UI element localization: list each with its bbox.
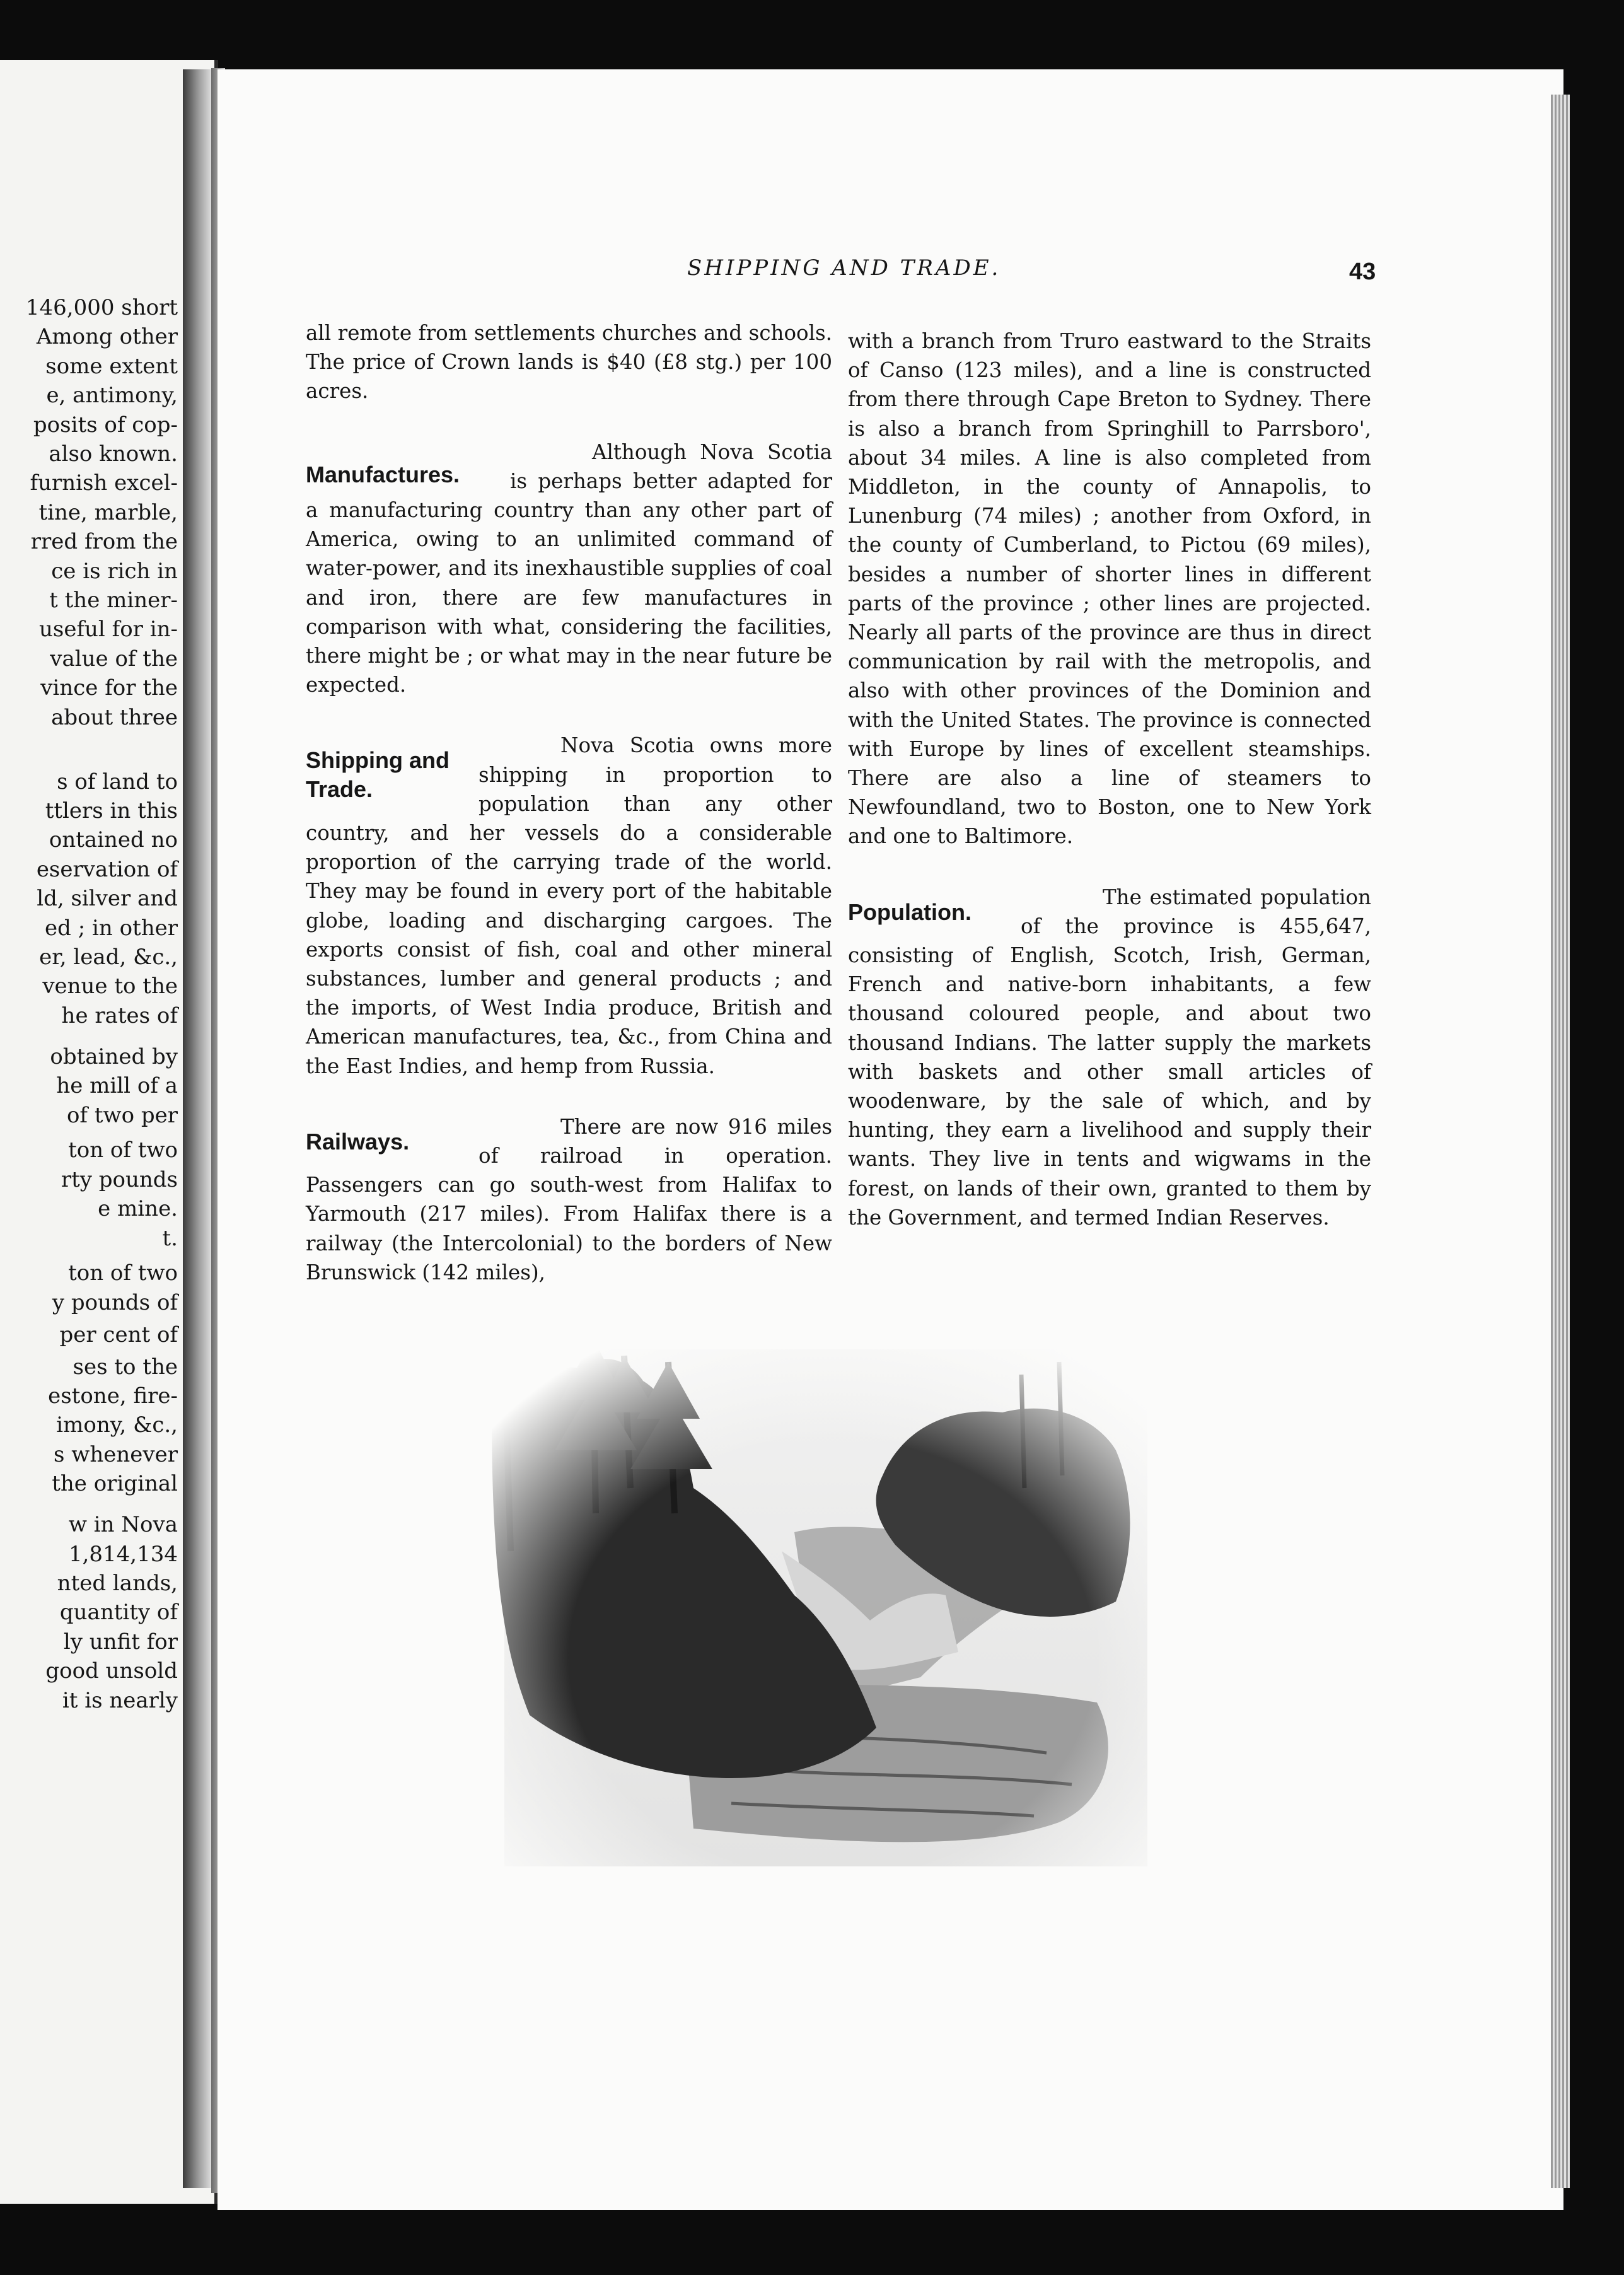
left-page-fragment: 1,814,134 xyxy=(68,1541,178,1567)
left-page-fragment: Among other xyxy=(36,324,178,350)
manufactures-paragraph: Although Nova Scotia is perhaps better adapted for a manufacturing country than any other part of America, owing to an unlimited command of water-power, and its inexhaustible supplies of coal and iron, there are few manufactures in comparison with what, considering the facilities, there might be ; or what may in the near future be expected. xyxy=(306,439,832,697)
left-page-fragment: y pounds of xyxy=(52,1289,178,1315)
left-page-fragment: w in Nova xyxy=(68,1512,178,1538)
left-page-fragment: nted lands, xyxy=(57,1571,178,1597)
railways-continued-paragraph: with a branch from Truro eastward to the Straits of Canso (123 miles), and a line is constructed from there through Cape Breton to Sydney. There is also a branch from Springhill to Parrsboro', about 34 miles. A line is also completed from Middleton, in the county of Annapolis, to Lunenburg (74 miles) ; another from Oxford, in the county of Cumberland, to Pictou (69 miles), besides a number of shorter lines in different parts of the province ; other lines are projected. Nearly all parts of the province are thus in direct communication by rail with the metropolis, and also with other provinces of the Dominion and with the United States. The province is connected with Europe by lines of excellent steamships. There are also a line of steamers to Newfoundland, two to Boston, one to New York and one to Baltimore. xyxy=(848,329,1371,849)
left-page-fragment: ld, silver and xyxy=(37,886,178,912)
page-edge xyxy=(1551,95,1570,2188)
left-page-fragment: of two per xyxy=(66,1102,178,1128)
left-page-fragment: value of the xyxy=(50,646,178,672)
left-page-fragment: posits of cop- xyxy=(33,412,178,438)
left-page-fragment: tine, marble, xyxy=(38,499,178,525)
left-page-fragment: t. xyxy=(162,1225,178,1251)
left-page-fragment: estone, fire- xyxy=(48,1383,178,1409)
column-left xyxy=(306,318,832,1287)
left-page-fragment: 146,000 short xyxy=(25,295,178,320)
left-page-fragment: also known. xyxy=(49,441,178,467)
left-page-fragment: ed ; in other xyxy=(45,915,178,941)
left-page-fragment: good unsold xyxy=(45,1658,178,1684)
heading-shipping-trade: Shipping and Trade. xyxy=(306,747,450,803)
left-page-fragment: quantity of xyxy=(59,1600,178,1626)
left-page-fragment: the original xyxy=(52,1471,178,1497)
heading-railways: Railways. xyxy=(306,1128,410,1155)
left-page-fragment: ttlers in this xyxy=(45,798,178,824)
column-right xyxy=(848,327,1371,1232)
left-page-fragment: ce is rich in xyxy=(51,558,178,584)
left-page-fragment: t the miner- xyxy=(49,588,178,613)
left-page-fragment: rty pounds xyxy=(61,1167,178,1192)
vignette xyxy=(467,1324,1198,1929)
heading-population: Population. xyxy=(848,899,972,925)
left-page-fragment: some extent xyxy=(45,353,178,379)
waterfall-engraving xyxy=(467,1324,1198,1929)
book-spine xyxy=(183,69,211,2188)
left-page-fragment: obtained by xyxy=(50,1044,178,1069)
left-page-fragment: s whenever xyxy=(54,1441,178,1467)
left-page-fragment: about three xyxy=(51,704,178,730)
running-title: SHIPPING AND TRADE. xyxy=(687,255,1001,281)
left-page-fragment: er, lead, &c., xyxy=(39,945,178,970)
left-page-fragment: ontained no xyxy=(49,827,178,853)
page-number: 43 xyxy=(1349,259,1376,285)
left-page-fragment: eservation of xyxy=(36,856,178,882)
heading-manufactures: Manufactures. xyxy=(306,461,460,487)
left-page-fragment: ses to the xyxy=(72,1354,178,1380)
left-page-fragment: e, antimony, xyxy=(46,383,178,409)
population-paragraph: The estimated population of the province is 455,647, consisting of English, Scotch, Irish, German, French and native-born inhabitants, a few thousand coloured people, and about two thousand Indians. The latter supply the markets with baskets and other small articles of woodenware, by the sale of which, and by hunting, they earn a livelihood and supply their wants. They live in tents and wigwams in the forest, on lands of their own, granted to them by the Government, and termed Indian Reserves. xyxy=(848,885,1371,1230)
left-page-fragment: it is nearly xyxy=(62,1687,178,1713)
left-page-fragment: he rates of xyxy=(61,1003,178,1028)
left-page-fragment: e mine. xyxy=(98,1196,178,1222)
left-page-fragment: useful for in- xyxy=(38,617,178,643)
railways-paragraph: There are now 916 miles of railroad in operation. Passengers can go south-west from Halifax to Yarmouth (217 miles). From Halifax there is a railway (the Intercolonial) to the borders of New Brunswick (142 miles), xyxy=(306,1114,832,1284)
left-page-fragment: vince for the xyxy=(40,675,178,701)
left-page-fragment: he mill of a xyxy=(56,1073,178,1099)
left-page-fragment: venue to the xyxy=(42,974,178,999)
left-page-fragment: per cent of xyxy=(59,1322,178,1347)
left-page-fragment: ton of two xyxy=(68,1260,178,1286)
left-page-fragment: ly unfit for xyxy=(63,1629,178,1655)
intro-paragraph: all remote from settlements churches and schools. The price of Crown lands is $40 (£8 stg.) per 100 acres. xyxy=(306,321,832,404)
left-page-fragment: s of land to xyxy=(57,769,178,794)
left-page-fragment: ton of two xyxy=(68,1138,178,1163)
left-page-fragment: rred from the xyxy=(30,529,178,555)
left-page-fragment: imony, &c., xyxy=(56,1412,178,1438)
shipping-paragraph: Nova Scotia owns more shipping in proportion to population than any other country, and her vessels do a considerable proportion of the carrying trade of the world. They may be found in every port of the habitable globe, loading and discharging cargoes. The exports consist of fish, coal and other mineral substances, lumber and general products ; and the imports, of West India produce, British and American manufactures, tea, &c., from China and the East Indies, and hemp from Russia. xyxy=(306,733,832,1078)
left-page-fragment: furnish excel- xyxy=(30,470,178,496)
